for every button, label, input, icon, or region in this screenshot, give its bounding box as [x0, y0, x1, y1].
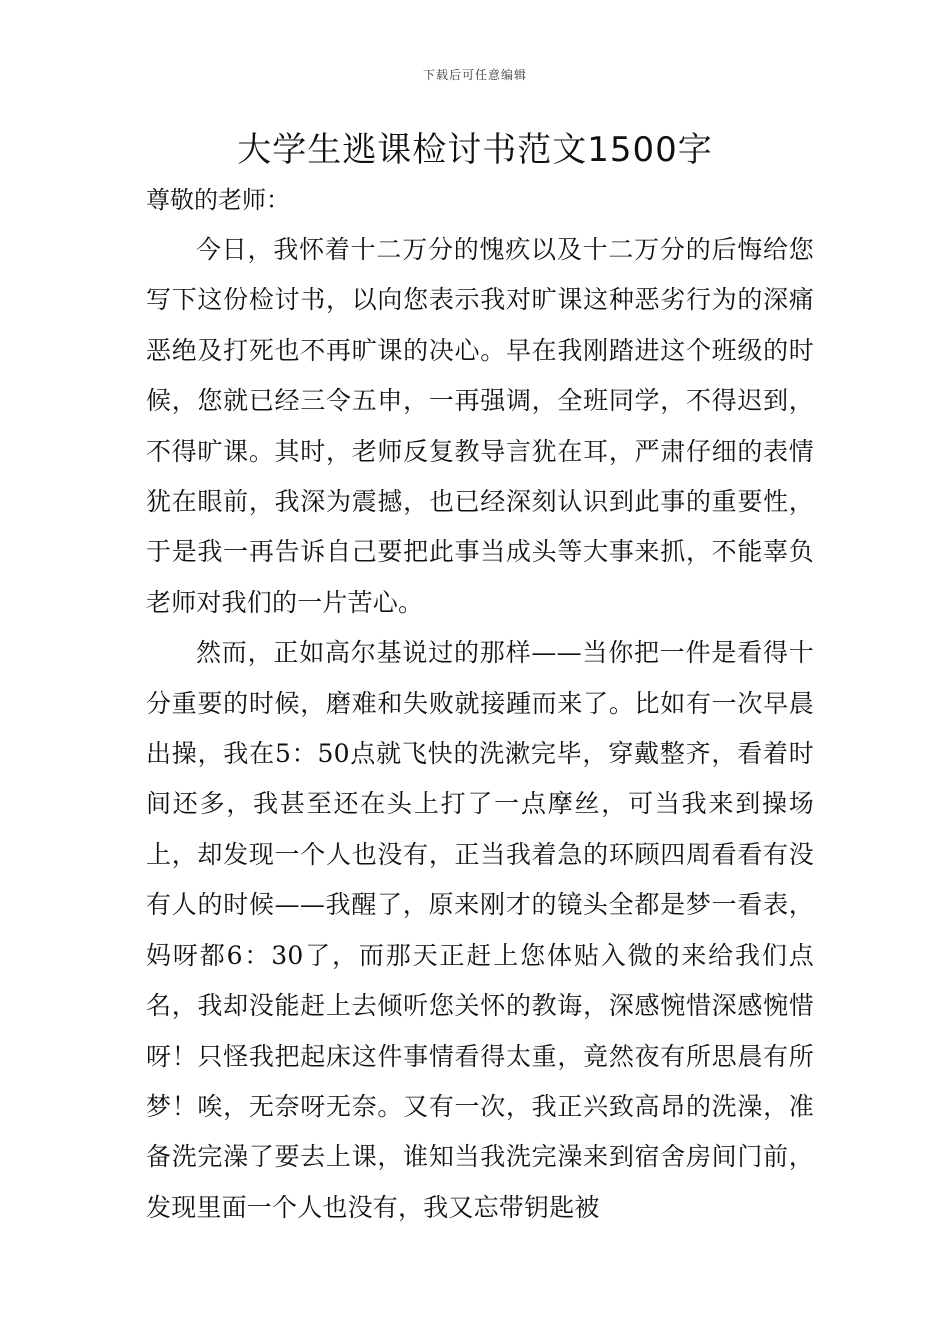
- paragraph: 今日，我怀着十二万分的愧疚以及十二万分的后悔给您写下这份检讨书，以向您表示我对旷课这种恶劣行为的深痛恶绝及打死也不再旷课的决心。早在我刚踏进这个班级的时候，您就已经三令五申，一再强调，全班同学，不得迟到，不得旷课。其时，老师反复教导言犹在耳，严肃仔细的表情犹在眼前，我深为震撼，也已经深刻认识到此事的重要性，于是我一再告诉自己要把此事当成头等大事来抓，不能辜负老师对我们的一片苦心。: [146, 235, 814, 617]
- paragraph: 然而，正如高尔基说过的那样——当你把一件是看得十分重要的时候，磨难和失败就接踵而来了。比如有一次早晨出操，我在5：50点就飞快的洗漱完毕，穿戴整齐，看着时间还多，我甚至还在头上打了一点摩丝，可当我来到操场上，却发现一个人也没有，正当我着急的环顾四周看看有没有人的时候——我醒了，原来刚才的镜头全都是梦一看表，妈呀都6：30了，而那天正赶上您体贴入微的来给我们点名，我却没能赶上去倾听您关怀的教诲，深感惋惜深感惋惜呀！只怪我把起床这件事情看得太重，竟然夜有所思晨有所梦！唉，无奈呀无奈。又有一次，我正兴致高昂的洗澡，准备洗完澡了要去上课，谁知当我洗完澡来到宿舍房间门前，发现里面一个人也没有，我又忘带钥匙被: [146, 638, 814, 1222]
- document-body: [146, 225, 814, 1233]
- document-title: 大学生逃课检讨书范文1500字: [237, 130, 713, 170]
- header-note: 下载后可任意编辑: [422, 68, 527, 82]
- salutation: 尊敬的老师：: [146, 186, 290, 214]
